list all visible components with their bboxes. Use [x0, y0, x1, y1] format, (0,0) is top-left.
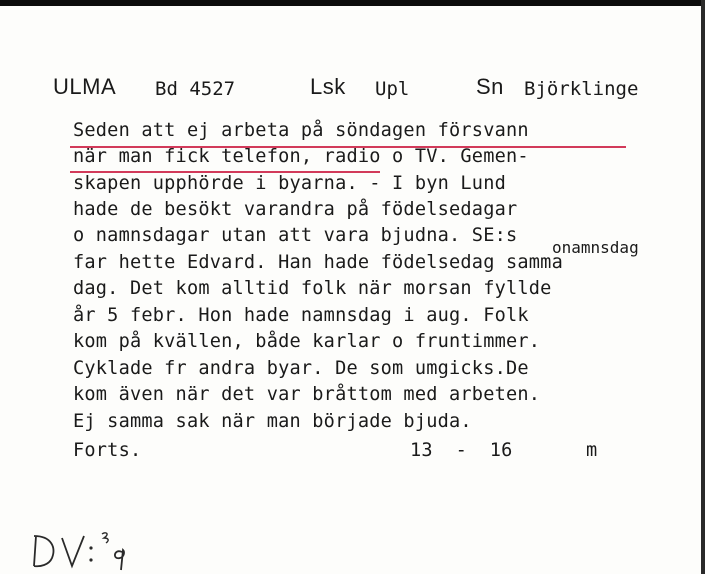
- text-line-9: kom på kvällen, både karlar o fruntimmer.: [73, 331, 541, 352]
- text-line-2: när man fick telefon, radio o TV. Gemen-: [73, 146, 529, 167]
- text-line-7: dag. Det kom alltid folk när morsan fyllde: [73, 278, 552, 299]
- continued-label: Forts.: [73, 440, 142, 461]
- socken-value: Björklinge: [524, 78, 639, 100]
- text-line-1: Seden att ej arbeta på söndagen försvann: [73, 120, 529, 141]
- landskap-label: Lsk: [310, 74, 346, 99]
- text-line-4: hade de besökt varandra på födelsedagar: [73, 199, 518, 220]
- text-line-10: Cyklade fr andra byar. De som umgicks.De: [73, 358, 529, 379]
- footer-marker: m: [586, 440, 598, 461]
- archive-name: ULMA: [53, 74, 117, 99]
- scan-right-edge: [701, 0, 705, 574]
- text-line-6: far hette Edvard. Han hade födelsedag samma: [73, 252, 563, 273]
- text-line-8: år 5 febr. Hon hade namnsdag i aug. Folk: [73, 305, 529, 326]
- text-line-12: Ej samma sak när man började bjuda.: [73, 411, 472, 432]
- text-line-3: skapen upphörde i byarna. - I byn Lund: [73, 173, 506, 194]
- landskap-value: Upl: [375, 78, 410, 100]
- volume-number: Bd 4527: [155, 78, 236, 100]
- page-range: 13 - 16: [410, 440, 513, 461]
- text-line-5: o namnsdagar utan att vara bjudna. SE:s: [73, 225, 518, 246]
- text-line-11: kom även när det var bråttom med arbeten.: [73, 384, 541, 405]
- text-insertion: onamnsdag: [552, 238, 639, 257]
- socken-label: Sn: [476, 74, 504, 99]
- handwritten-signature: [30, 528, 140, 576]
